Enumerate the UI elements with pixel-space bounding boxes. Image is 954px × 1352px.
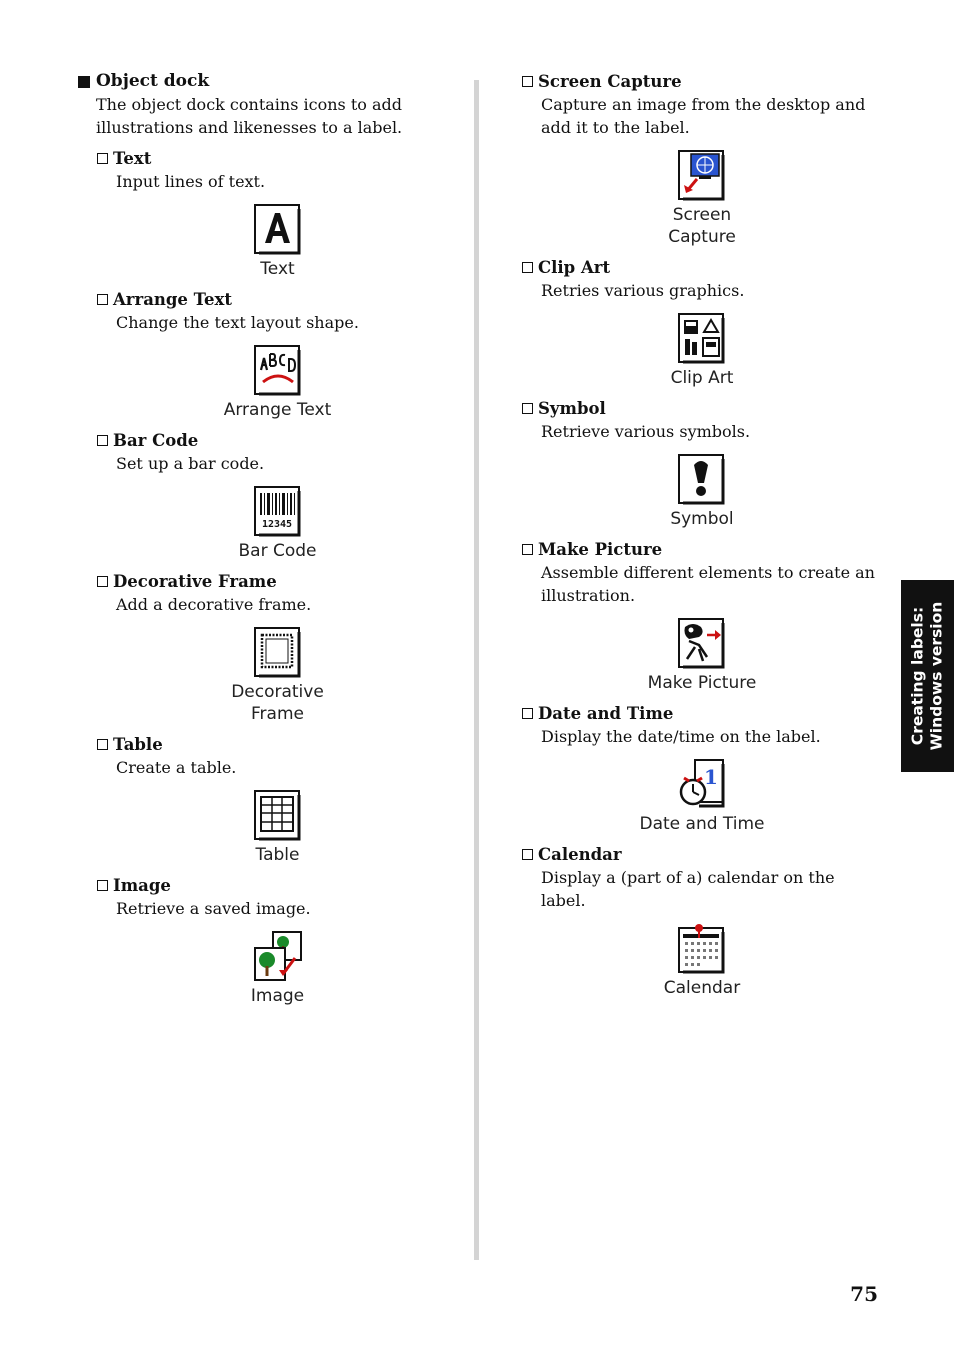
calendar-icon	[677, 922, 727, 974]
section-heading	[78, 70, 458, 93]
entry-make-picture	[522, 538, 882, 694]
open-square-bullet-icon	[97, 435, 108, 446]
entry-description: Assemble different elements to create an illustration.	[541, 563, 875, 605]
calendar-tool[interactable]	[522, 922, 882, 999]
entry-heading	[522, 397, 882, 420]
icon-label: Symbol	[670, 509, 734, 529]
icon-label: Arrange Text	[223, 400, 332, 420]
entry-symbol	[522, 397, 882, 530]
entry-heading	[97, 874, 458, 897]
entry-heading	[97, 733, 458, 756]
entry-table	[97, 733, 458, 866]
clip-art-tool[interactable]	[522, 312, 882, 389]
decorative-frame-icon	[253, 626, 303, 678]
entry-title: Decorative Frame	[113, 572, 277, 591]
entry-title: Clip Art	[538, 258, 611, 277]
entry-heading	[97, 147, 458, 170]
entry-title: Symbol	[538, 399, 606, 418]
date-number: 1	[704, 765, 718, 789]
side-tab-line-1: Creating labels:	[908, 606, 927, 746]
make-picture-tool[interactable]	[522, 617, 882, 694]
column-divider	[474, 80, 479, 1260]
arrange-text-tool[interactable]	[97, 344, 458, 421]
symbol-icon	[677, 453, 727, 505]
entry-title: Screen Capture	[538, 72, 682, 91]
entry-title: Text	[113, 149, 152, 168]
entry-clip-art	[522, 256, 882, 389]
chapter-side-tab	[901, 580, 954, 772]
entry-date-and-time	[522, 702, 882, 835]
icon-label: Bar Code	[238, 541, 317, 561]
section-description: The object dock contains icons to add illustrations and likenesses to a label.	[96, 95, 403, 137]
entry-heading	[522, 702, 882, 725]
icon-label: Text	[260, 259, 295, 279]
open-square-bullet-icon	[522, 403, 533, 414]
entry-bar-code	[97, 429, 458, 562]
open-square-bullet-icon	[97, 294, 108, 305]
entry-title: Image	[113, 876, 171, 895]
entry-heading	[97, 570, 458, 593]
left-column	[78, 70, 458, 1007]
entry-description: Capture an image from the desktop and add it to the label.	[541, 95, 866, 137]
entry-title: Bar Code	[113, 431, 199, 450]
page-number: 75	[850, 1282, 878, 1306]
bar-code-digits: 12345	[261, 519, 292, 530]
date-and-time-tool[interactable]	[522, 758, 882, 835]
entry-description: Input lines of text.	[116, 172, 266, 191]
decorative-frame-tool[interactable]	[97, 626, 458, 725]
bar-code-tool[interactable]	[97, 485, 458, 562]
entry-description: Create a table.	[116, 758, 237, 777]
entry-title: Make Picture	[538, 540, 663, 559]
open-square-bullet-icon	[522, 849, 533, 860]
section-title: Object dock	[96, 71, 210, 91]
clip-art-icon	[677, 312, 727, 364]
table-tool[interactable]	[97, 789, 458, 866]
entry-description: Display a (part of a) calendar on the label.	[541, 868, 835, 910]
date-and-time-icon	[677, 758, 727, 810]
entry-description: Retrieve various symbols.	[541, 422, 751, 441]
icon-label: Date and Time	[639, 814, 765, 834]
screen-capture-tool[interactable]	[522, 149, 882, 248]
text-tool[interactable]	[97, 203, 458, 280]
entry-title: Arrange Text	[113, 290, 232, 309]
make-picture-icon	[677, 617, 727, 669]
image-tool[interactable]	[97, 930, 458, 1007]
screen-capture-icon	[677, 149, 727, 201]
open-square-bullet-icon	[522, 76, 533, 87]
side-tab-line-2: Windows version	[927, 601, 946, 751]
open-square-bullet-icon	[522, 544, 533, 555]
arrange-text-icon	[253, 344, 303, 396]
table-icon	[253, 789, 303, 841]
entry-heading	[97, 288, 458, 311]
image-icon	[253, 930, 303, 982]
icon-label: Clip Art	[670, 368, 734, 388]
entry-calendar	[522, 843, 882, 999]
entry-arrange-text	[97, 288, 458, 421]
icon-label: Make Picture	[647, 673, 757, 693]
entry-description: Set up a bar code.	[116, 454, 265, 473]
open-square-bullet-icon	[97, 880, 108, 891]
entry-heading	[522, 256, 882, 279]
entry-description: Change the text layout shape.	[116, 313, 359, 332]
open-square-bullet-icon	[97, 576, 108, 587]
entry-heading	[522, 70, 882, 93]
entry-title: Calendar	[538, 845, 622, 864]
icon-label: Screen Capture	[668, 205, 736, 247]
symbol-tool[interactable]	[522, 453, 882, 530]
entry-screen-capture	[522, 70, 882, 248]
icon-label: Image	[250, 986, 305, 1006]
entry-description: Retrieve a saved image.	[116, 899, 311, 918]
entry-decorative-frame	[97, 570, 458, 725]
entry-description: Add a decorative frame.	[116, 595, 312, 614]
right-column	[522, 70, 882, 999]
side-tab-text	[909, 602, 947, 751]
entry-text	[97, 147, 458, 280]
open-square-bullet-icon	[522, 708, 533, 719]
open-square-bullet-icon	[97, 153, 108, 164]
entry-heading	[522, 843, 882, 866]
entry-title: Date and Time	[538, 704, 674, 723]
text-icon	[253, 203, 303, 255]
entry-title: Table	[113, 735, 163, 754]
entry-image	[97, 874, 458, 1007]
icon-label: Calendar	[663, 978, 741, 998]
entry-description: Retries various graphics.	[541, 281, 745, 300]
open-square-bullet-icon	[522, 262, 533, 273]
icon-label: Table	[255, 845, 300, 865]
entry-heading	[97, 429, 458, 452]
bar-code-icon	[253, 485, 303, 537]
open-square-bullet-icon	[97, 739, 108, 750]
entry-description: Display the date/time on the label.	[541, 727, 821, 746]
filled-square-bullet-icon	[78, 76, 90, 88]
icon-label: Decorative Frame	[231, 682, 324, 724]
entry-heading	[522, 538, 882, 561]
